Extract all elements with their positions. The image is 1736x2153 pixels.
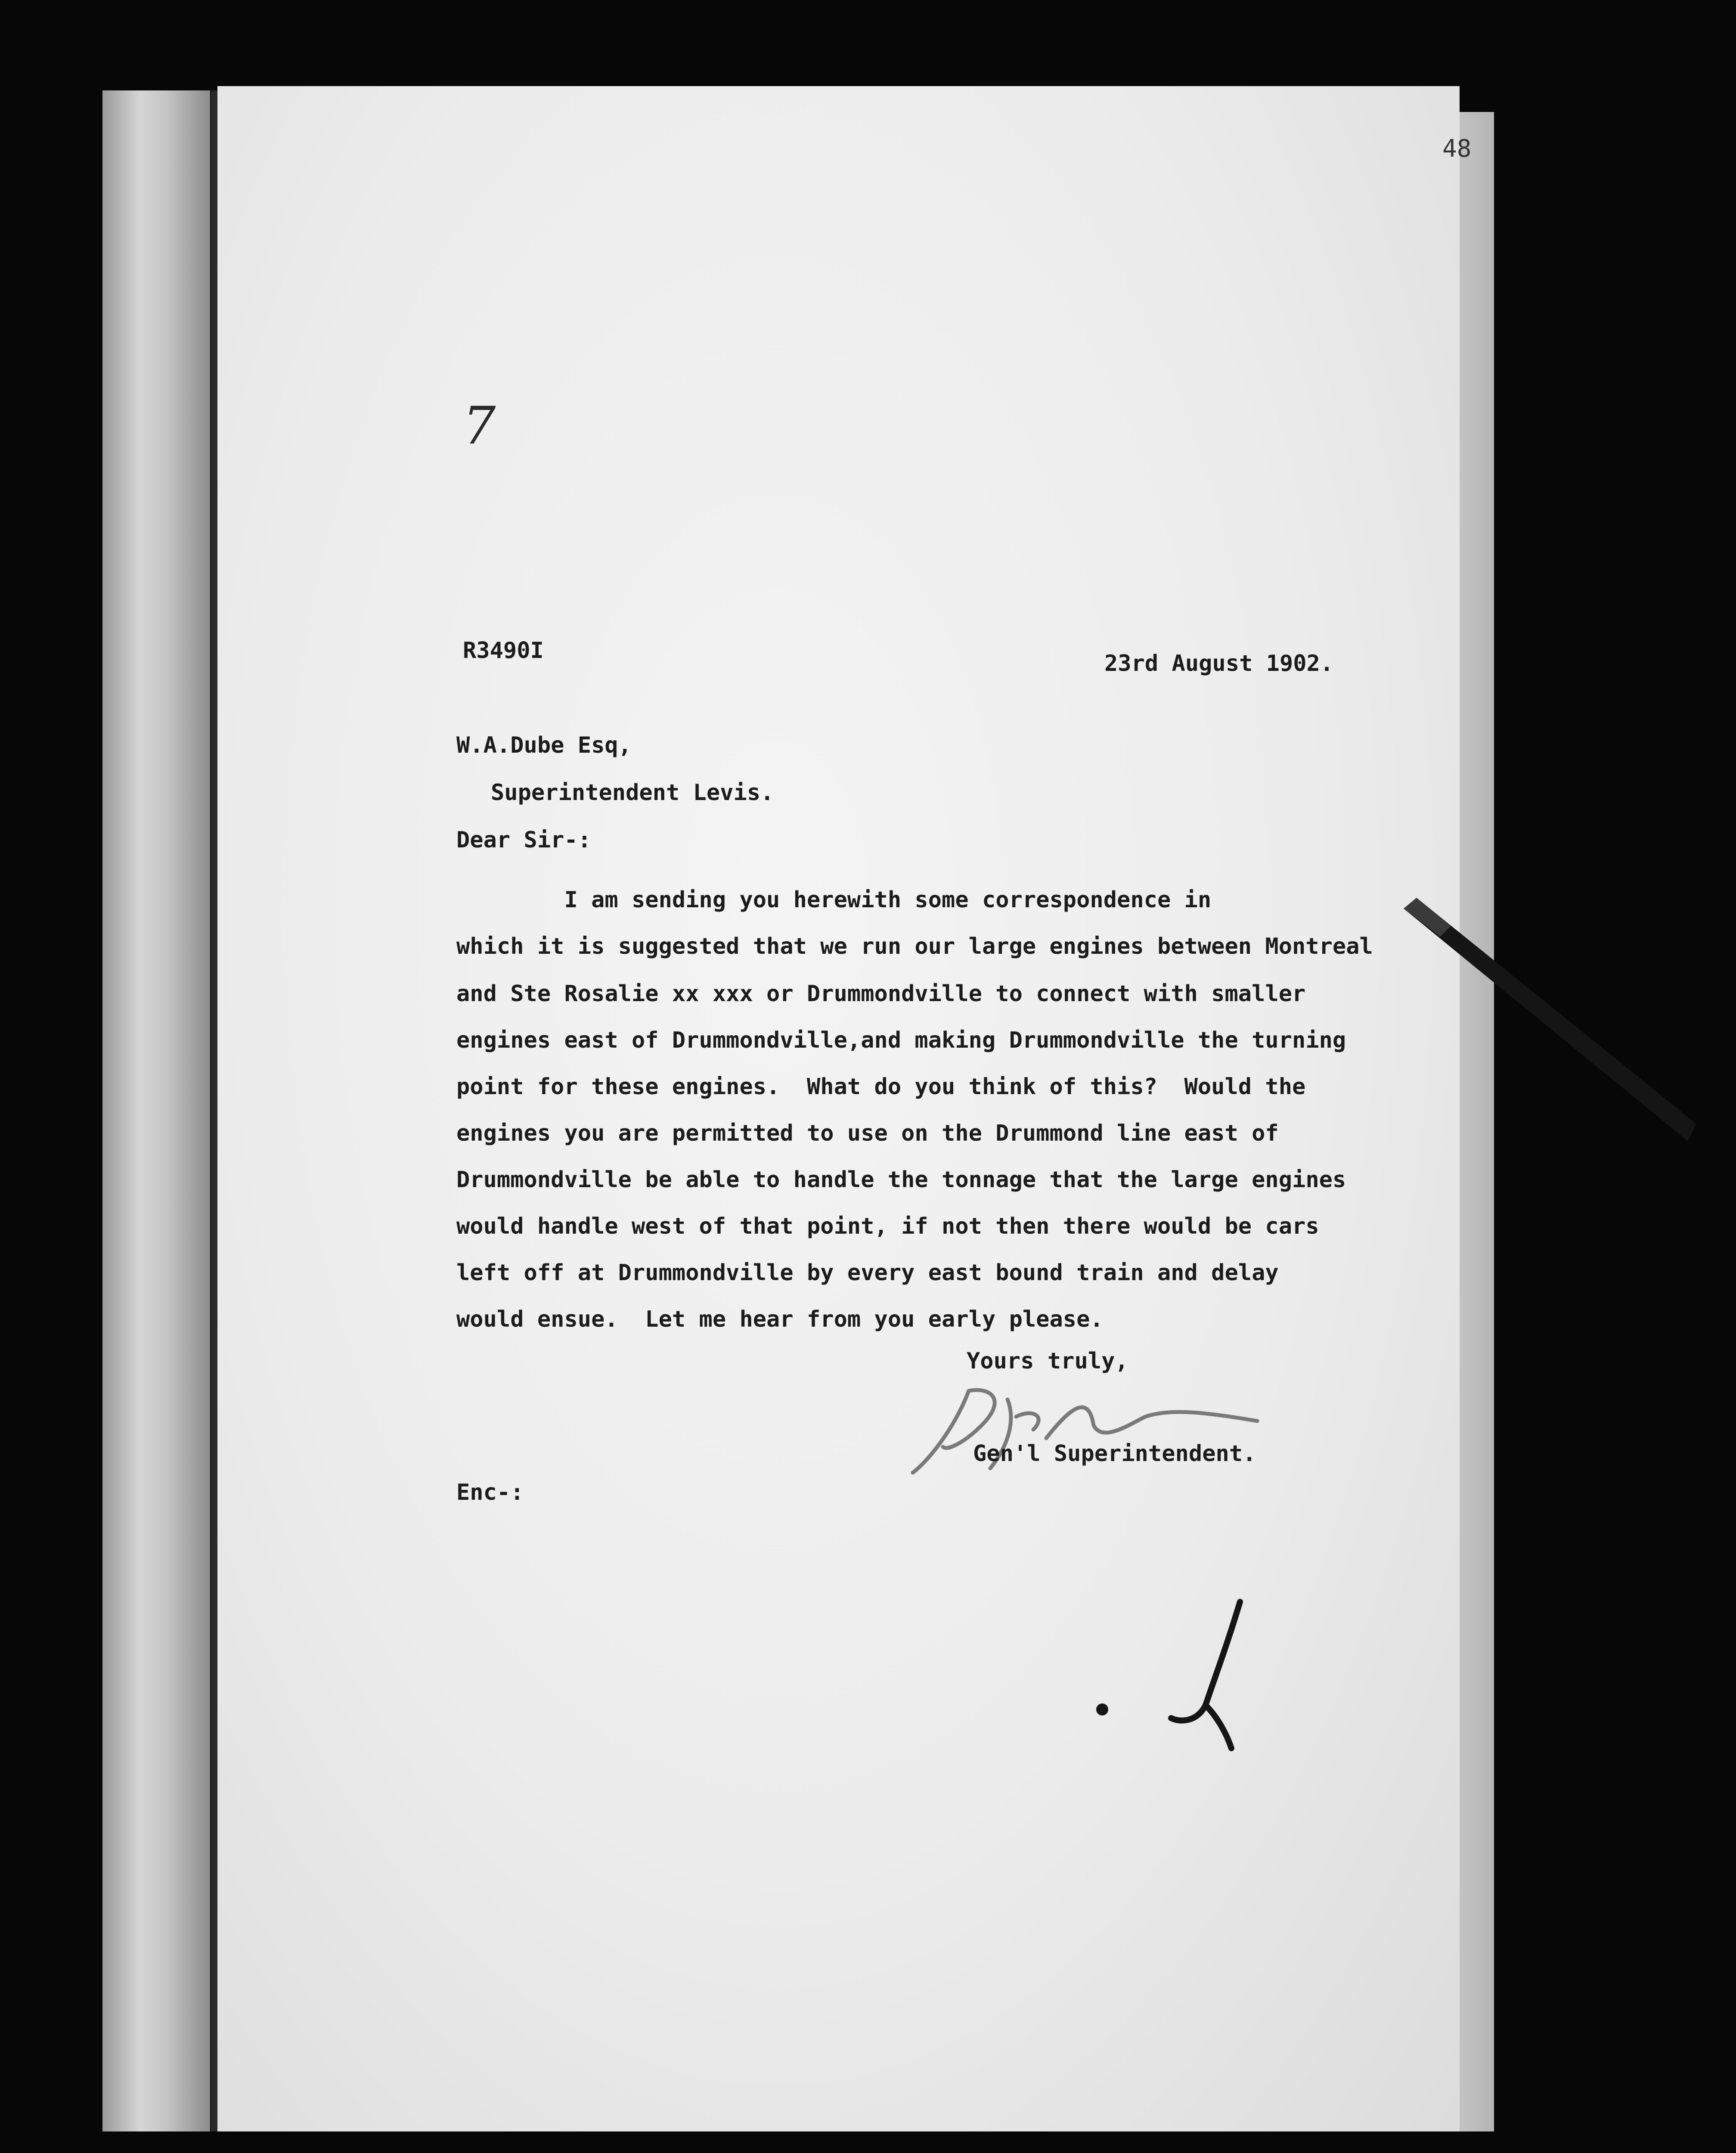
body-line: point for these engines. What do you think of this? Would the — [456, 1074, 1306, 1100]
handwritten-signature — [904, 1374, 1292, 1486]
body-line: would ensue. Let me hear from you early please. — [456, 1306, 1104, 1332]
recipient-name: W.A.Dube Esq, — [456, 732, 632, 758]
body-line: which it is suggested that we run our large engines between Montreal — [456, 934, 1373, 959]
letter-page — [217, 86, 1460, 2131]
body-line: engines you are permitted to use on the Drummond line east of — [456, 1120, 1279, 1146]
pen-icon — [1399, 883, 1701, 1158]
reference-number: R3490I — [463, 638, 544, 664]
margin-mark: 7 — [463, 396, 496, 456]
enclosure-note: Enc-: — [456, 1480, 524, 1505]
letter-date: 23rd August 1902. — [1104, 651, 1334, 676]
salutation: Dear Sir-: — [456, 827, 592, 853]
recipient-title: Superintendent Levis. — [491, 780, 774, 806]
ink-tick-mark — [1076, 1593, 1249, 1774]
folio-number: 48 — [1442, 135, 1472, 163]
letterbook-binding — [102, 90, 210, 2131]
body-line: I am sending you herewith some correspondence in — [456, 887, 1212, 913]
body-line: Drummondville be able to handle the tonnage that the large engines — [456, 1167, 1346, 1193]
body-line: and Ste Rosalie xx xxx or Drummondville to connect with smaller — [456, 981, 1306, 1007]
body-line: engines east of Drummondville,and making Drummondville the turning — [456, 1027, 1346, 1053]
body-line: left off at Drummondville by every east bound train and delay — [456, 1260, 1279, 1286]
closing: Yours truly, — [967, 1348, 1128, 1374]
signoff-title: Gen'l Superintendent. — [973, 1441, 1256, 1467]
body-line: would handle west of that point, if not then there would be cars — [456, 1213, 1319, 1239]
